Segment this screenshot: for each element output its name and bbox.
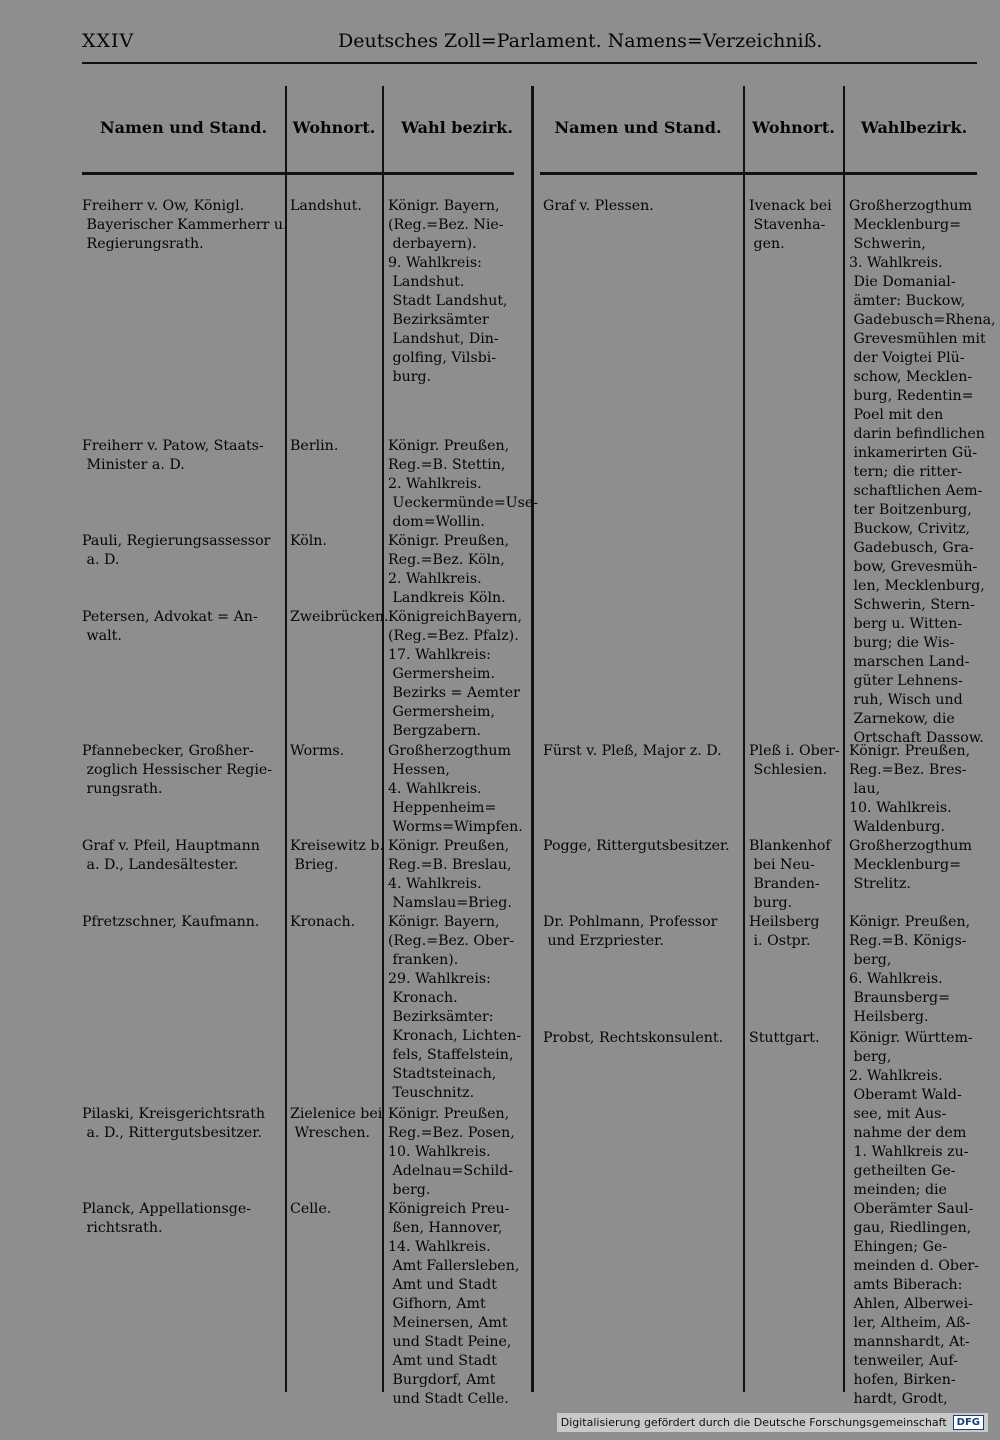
entry-name: Freiherr v. Ow, Königl. Bayerischer Kammerherr u. Regierungsrath. [82, 198, 288, 252]
entry-name: Freiherr v. Patow, Staats- Minister a. D. [82, 438, 264, 473]
column-divider [285, 86, 287, 1392]
dfg-logo: DFG [953, 1415, 984, 1430]
column-header-wahlbezirk: Wahlbezirk. [860, 118, 968, 137]
entry-name: Pfretzschner, Kaufmann. [82, 914, 260, 930]
entry-wohnort: Stuttgart. [749, 1030, 820, 1046]
column-divider [743, 86, 745, 1392]
entry-wohnort: Heilsberg i. Ostpr. [749, 914, 820, 949]
entry-name: Pfannebecker, Großher- zoglich Hessischer Regie- rungsrath. [82, 743, 273, 797]
entry-wahlbezirk: Großherzogthum Mecklenburg= Schwerin, 3. Wahlkreis. Die Domanial- ämter: Buckow, Gadebusch=Rhena, Grevesmühlen mit der Voigtei Plü- schow, Mecklen- burg, Redentin= Poel mit den darin befindlichen inkamerirten Gü- tern; die ritter- schaftlichen Aem- ter Boitzenburg, Buckow, Crivitz, Gadebusch, Gra- bow, Grevesmüh- len, Mecklenburg, Schwerin, Stern- berg u. Witten- burg; die Wis- marschen Land- güter Lehnens- ruh, Wisch und Zarnekow, die Ortschaft Dassow. [849, 198, 996, 746]
entry-wohnort: Zielenice bei Wreschen. [290, 1106, 383, 1141]
column-header-wahlbezirk: Wahl bezirk. [401, 118, 513, 137]
entry-wahlbezirk: Königr. Preußen, Reg.=B. Breslau, 4. Wahlkreis. Namslau=Brieg. [388, 838, 512, 911]
entry-wahlbezirk: KönigreichBayern, (Reg.=Bez. Pfalz). 17. Wahlkreis: Germersheim. Bezirks = Aemter Germersheim, Bergzabern. [388, 609, 523, 739]
entry-wahlbezirk: Königr. Bayern, (Reg.=Bez. Nie- derbayern). 9. Wahlkreis: Landshut. Stadt Landshut, Bezirksämter Landshut, Din- golfing, Vilsbi- burg. [388, 198, 508, 385]
entry-wahlbezirk: Königr. Preußen, Reg.=B. Königs- berg, 6. Wahlkreis. Braunsberg= Heilsberg. [849, 914, 971, 1025]
entry-wohnort: Zweibrücken. [290, 609, 389, 625]
column-header-wohnort: Wohnort. [292, 118, 376, 137]
footer-text: Digitalisierung gefördert durch die Deutsche Forschungsgemeinschaft [560, 1416, 947, 1429]
entry-wohnort: Ivenack bei Stavenha- gen. [749, 198, 832, 252]
entry-name: Dr. Pohlmann, Professor und Erzpriester. [543, 914, 718, 949]
entry-wohnort: Kreisewitz b. Brieg. [290, 838, 384, 873]
column-divider [843, 86, 845, 1392]
footer-credit [557, 1413, 988, 1432]
entry-wohnort: Köln. [290, 533, 327, 549]
entry-wohnort: Blankenhof bei Neu- Branden- burg. [749, 838, 831, 911]
entry-wahlbezirk: Königr. Bayern, (Reg.=Bez. Ober- franken). 29. Wahlkreis: Kronach. Bezirksämter: Kronach, Lichten- fels, Staffelstein, Stadtsteinach, Teuschnitz. [388, 914, 522, 1101]
entry-name: Planck, Appellationsge- richtsrath. [82, 1201, 252, 1236]
column-header-wohnort: Wohnort. [752, 118, 835, 137]
entry-wahlbezirk: Königreich Preu- ßen, Hannover, 14. Wahlkreis. Amt Fallersleben, Amt und Stadt Gifhorn, Amt Meinersen, Amt und Stadt Peine, Amt und Stadt Burgdorf, Amt und Stadt Celle. [388, 1201, 520, 1407]
entry-wohnort: Landshut. [290, 198, 362, 214]
entry-wohnort: Kronach. [290, 914, 356, 930]
entry-name: Pilaski, Kreisgerichtsrath a. D., Rittergutsbesitzer. [82, 1106, 266, 1141]
entry-wahlbezirk: Königr. Preußen, Reg.=Bez. Köln, 2. Wahlkreis. Landkreis Köln. [388, 533, 510, 606]
entry-name: Fürst v. Pleß, Major z. D. [543, 743, 722, 759]
entry-name: Petersen, Advokat = An- walt. [82, 609, 258, 644]
column-header-name: Namen und Stand. [99, 118, 268, 137]
entry-name: Probst, Rechtskonsulent. [543, 1030, 724, 1046]
column-header-rule-right [540, 172, 977, 175]
entry-name: Graf v. Plessen. [543, 198, 654, 214]
header-rule [82, 62, 977, 64]
column-header-rule-left [82, 172, 514, 175]
entry-wahlbezirk: Königr. Preußen, Reg.=Bez. Posen, 10. Wahlkreis. Adelnau=Schild- berg. [388, 1106, 515, 1198]
entry-wohnort: Worms. [290, 743, 345, 759]
column-divider [382, 86, 384, 1392]
column-header-name: Namen und Stand. [554, 118, 722, 137]
entry-wohnort: Pleß i. Ober- Schlesien. [749, 743, 840, 778]
entry-wohnort: Berlin. [290, 438, 339, 454]
entry-wahlbezirk: Königr. Preußen, Reg.=B. Stettin, 2. Wahlkreis. Ueckermünde=Use- dom=Wollin. [388, 438, 539, 530]
entry-wahlbezirk: Großherzogthum Mecklenburg= Strelitz. [849, 838, 972, 892]
entry-wahlbezirk: Königr. Württem- berg, 2. Wahlkreis. Oberamt Wald- see, mit Aus- nahme der dem 1. Wahlkreis zu- getheilten Ge- meinden; die Oberämter Saul- gau, Riedlingen, Ehingen; Ge- meinden d. Ober- amts Biberach: Ahlen, Alberwei- ler, Altheim, Aß- mannshardt, At- tenweiler, Auf- hofen, Birken- hardt, Grodt, [849, 1030, 979, 1407]
entry-name: Pogge, Rittergutsbesitzer. [543, 838, 730, 854]
page-number: XXIV [82, 30, 135, 52]
center-divider [531, 86, 534, 1392]
entry-name: Pauli, Regierungsassessor a. D. [82, 533, 271, 568]
entry-wahlbezirk: Königr. Preußen, Reg.=Bez. Bres- lau, 10. Wahlkreis. Waldenburg. [849, 743, 971, 835]
entry-wohnort: Celle. [290, 1201, 332, 1217]
entry-wahlbezirk: Großherzogthum Hessen, 4. Wahlkreis. Heppenheim= Worms=Wimpfen. [388, 743, 523, 835]
page-title: Deutsches Zoll=Parlament. Namens=Verzeichniß. [338, 30, 823, 52]
entry-name: Graf v. Pfeil, Hauptmann a. D., Landesältester. [82, 838, 260, 873]
